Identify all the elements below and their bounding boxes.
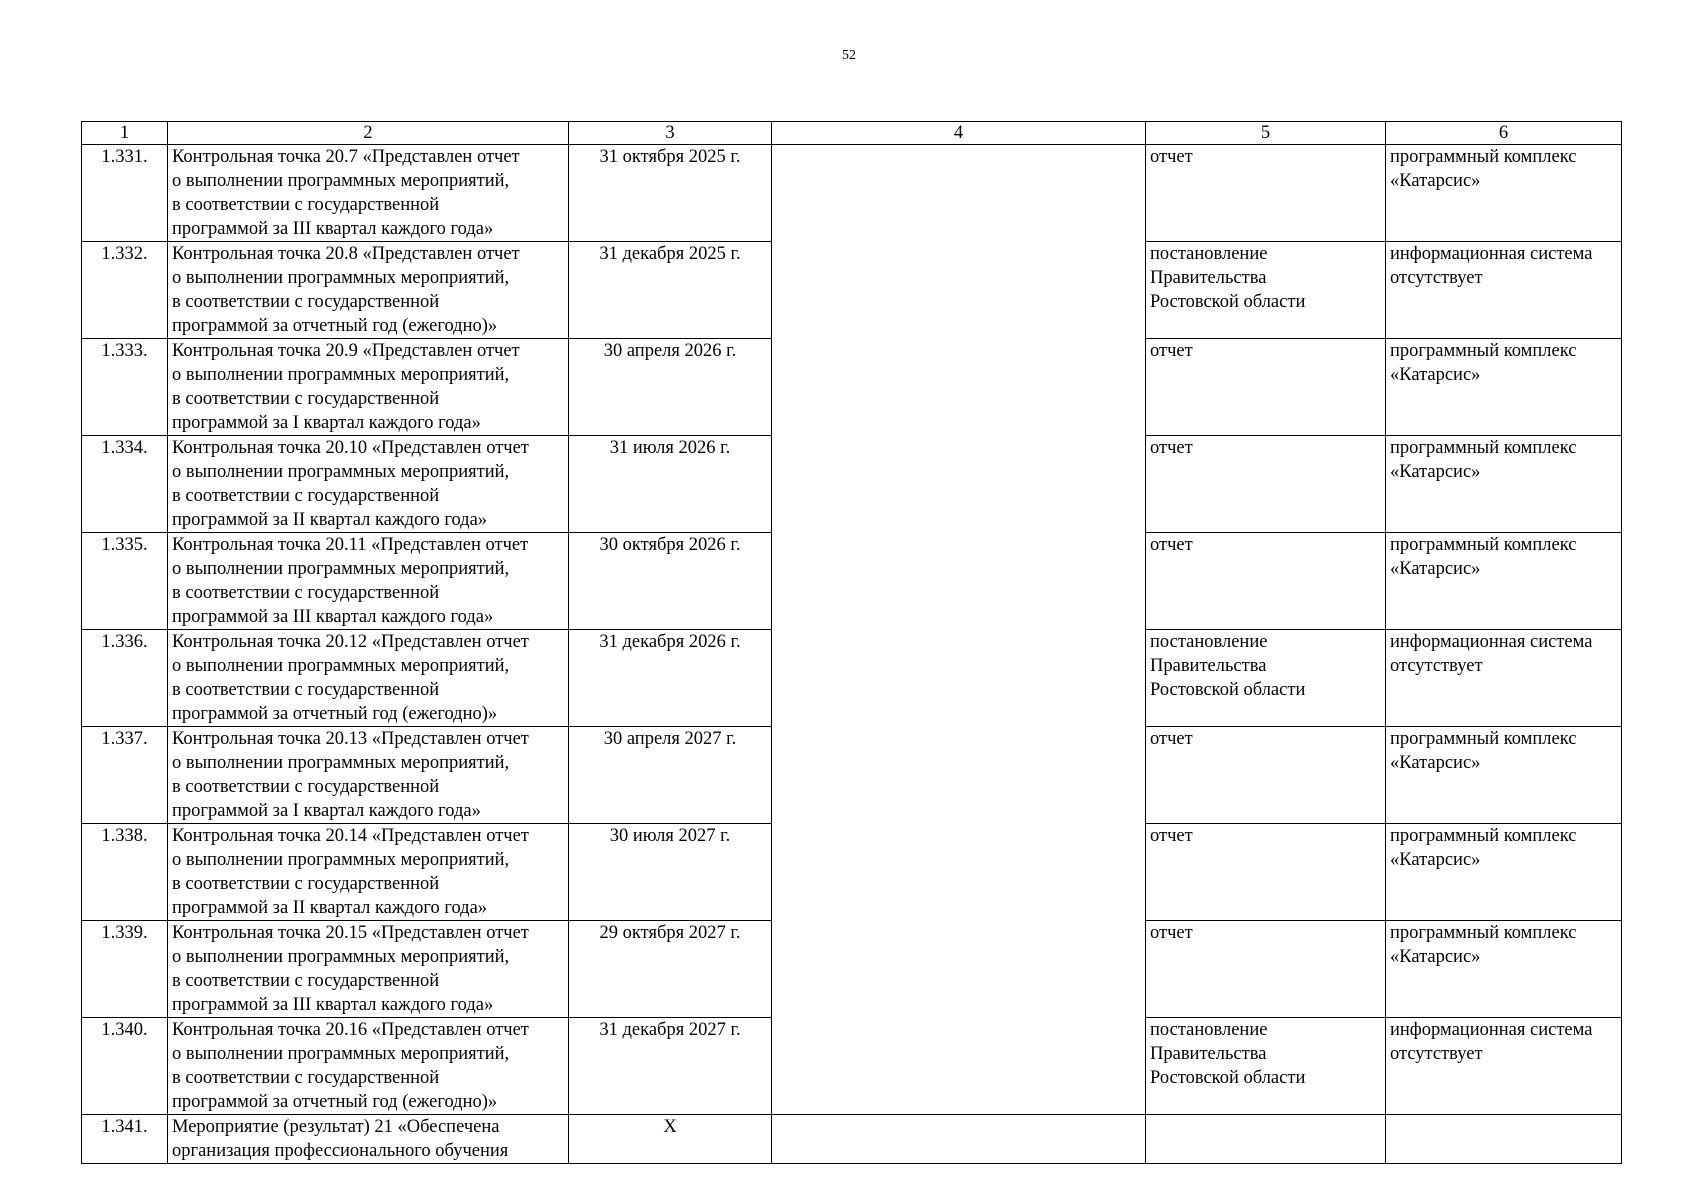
row-document: отчет bbox=[1146, 727, 1386, 824]
row-date: 29 октября 2027 г. bbox=[569, 921, 772, 1018]
row-document: отчет bbox=[1146, 921, 1386, 1018]
row-description: Контрольная точка 20.14 «Представлен отчет о выполнении программных мероприятий, в соответствии с государственной программой за II квартал каждого года» bbox=[168, 824, 569, 921]
row-date: 30 апреля 2026 г. bbox=[569, 339, 772, 436]
row-description: Контрольная точка 20.13 «Представлен отчет о выполнении программных мероприятий, в соответствии с государственной программой за I квартал каждого года» bbox=[168, 727, 569, 824]
column-header: 2 bbox=[168, 122, 569, 145]
column-header: 6 bbox=[1386, 122, 1622, 145]
table-row bbox=[82, 145, 1622, 242]
row-description: Контрольная точка 20.11 «Представлен отчет о выполнении программных мероприятий, в соответствии с государственной программой за III квартал каждого года» bbox=[168, 533, 569, 630]
row-document: отчет bbox=[1146, 145, 1386, 242]
row-description: Контрольная точка 20.15 «Представлен отчет о выполнении программных мероприятий, в соответствии с государственной программой за III квартал каждого года» bbox=[168, 921, 569, 1018]
row-description: Контрольная точка 20.16 «Представлен отчет о выполнении программных мероприятий, в соответствии с государственной программой за отчетный год (ежегодно)» bbox=[168, 1018, 569, 1115]
row-number: 1.337. bbox=[82, 727, 168, 824]
column-header: 4 bbox=[772, 122, 1146, 145]
row-date: 30 октября 2026 г. bbox=[569, 533, 772, 630]
row-number: 1.340. bbox=[82, 1018, 168, 1115]
row-system: программный комплекс «Катарсис» bbox=[1386, 533, 1622, 630]
row-document bbox=[1146, 1115, 1386, 1164]
row-system: информационная система отсутствует bbox=[1386, 1018, 1622, 1115]
row-number: 1.332. bbox=[82, 242, 168, 339]
row-number: 1.334. bbox=[82, 436, 168, 533]
row-date: 31 декабря 2026 г. bbox=[569, 630, 772, 727]
row-system: информационная система отсутствует bbox=[1386, 242, 1622, 339]
row-document: отчет bbox=[1146, 533, 1386, 630]
row-date: 30 июля 2027 г. bbox=[569, 824, 772, 921]
row-date: 31 июля 2026 г. bbox=[569, 436, 772, 533]
table-row bbox=[82, 1115, 1622, 1164]
row-number: 1.335. bbox=[82, 533, 168, 630]
row-date: 31 октября 2025 г. bbox=[569, 145, 772, 242]
row-document: отчет bbox=[1146, 824, 1386, 921]
row-document: постановление Правительства Ростовской области bbox=[1146, 630, 1386, 727]
row-system: программный комплекс «Катарсис» bbox=[1386, 727, 1622, 824]
row-number: 1.331. bbox=[82, 145, 168, 242]
row-description: Контрольная точка 20.8 «Представлен отчет о выполнении программных мероприятий, в соответствии с государственной программой за отчетный год (ежегодно)» bbox=[168, 242, 569, 339]
row-number: 1.338. bbox=[82, 824, 168, 921]
row-system: программный комплекс «Катарсис» bbox=[1386, 921, 1622, 1018]
row-system bbox=[1386, 1115, 1622, 1164]
row-number: 1.341. bbox=[82, 1115, 168, 1164]
row-description: Контрольная точка 20.7 «Представлен отчет о выполнении программных мероприятий, в соответствии с государственной программой за III квартал каждого года» bbox=[168, 145, 569, 242]
row-number: 1.333. bbox=[82, 339, 168, 436]
column-header: 3 bbox=[569, 122, 772, 145]
row-date: 31 декабря 2025 г. bbox=[569, 242, 772, 339]
row-system: информационная система отсутствует bbox=[1386, 630, 1622, 727]
column-header: 5 bbox=[1146, 122, 1386, 145]
row-column-4 bbox=[772, 1115, 1146, 1164]
row-description: Контрольная точка 20.10 «Представлен отчет о выполнении программных мероприятий, в соответствии с государственной программой за II квартал каждого года» bbox=[168, 436, 569, 533]
row-system: программный комплекс «Катарсис» bbox=[1386, 339, 1622, 436]
row-document: отчет bbox=[1146, 339, 1386, 436]
column-4-merged-cell bbox=[772, 145, 1146, 1115]
schedule-table bbox=[81, 121, 1622, 1164]
row-description: Мероприятие (результат) 21 «Обеспечена организация профессионального обучения bbox=[168, 1115, 569, 1164]
row-date: 30 апреля 2027 г. bbox=[569, 727, 772, 824]
row-system: программный комплекс «Катарсис» bbox=[1386, 824, 1622, 921]
row-system: программный комплекс «Катарсис» bbox=[1386, 145, 1622, 242]
row-document: отчет bbox=[1146, 436, 1386, 533]
column-header: 1 bbox=[82, 122, 168, 145]
header-row bbox=[82, 122, 1622, 145]
row-document: постановление Правительства Ростовской области bbox=[1146, 1018, 1386, 1115]
row-description: Контрольная точка 20.9 «Представлен отчет о выполнении программных мероприятий, в соответствии с государственной программой за I квартал каждого года» bbox=[168, 339, 569, 436]
row-document: постановление Правительства Ростовской области bbox=[1146, 242, 1386, 339]
row-number: 1.336. bbox=[82, 630, 168, 727]
row-date: X bbox=[569, 1115, 772, 1164]
page-number: 52 bbox=[842, 48, 856, 63]
row-date: 31 декабря 2027 г. bbox=[569, 1018, 772, 1115]
row-description: Контрольная точка 20.12 «Представлен отчет о выполнении программных мероприятий, в соответствии с государственной программой за отчетный год (ежегодно)» bbox=[168, 630, 569, 727]
row-number: 1.339. bbox=[82, 921, 168, 1018]
row-system: программный комплекс «Катарсис» bbox=[1386, 436, 1622, 533]
